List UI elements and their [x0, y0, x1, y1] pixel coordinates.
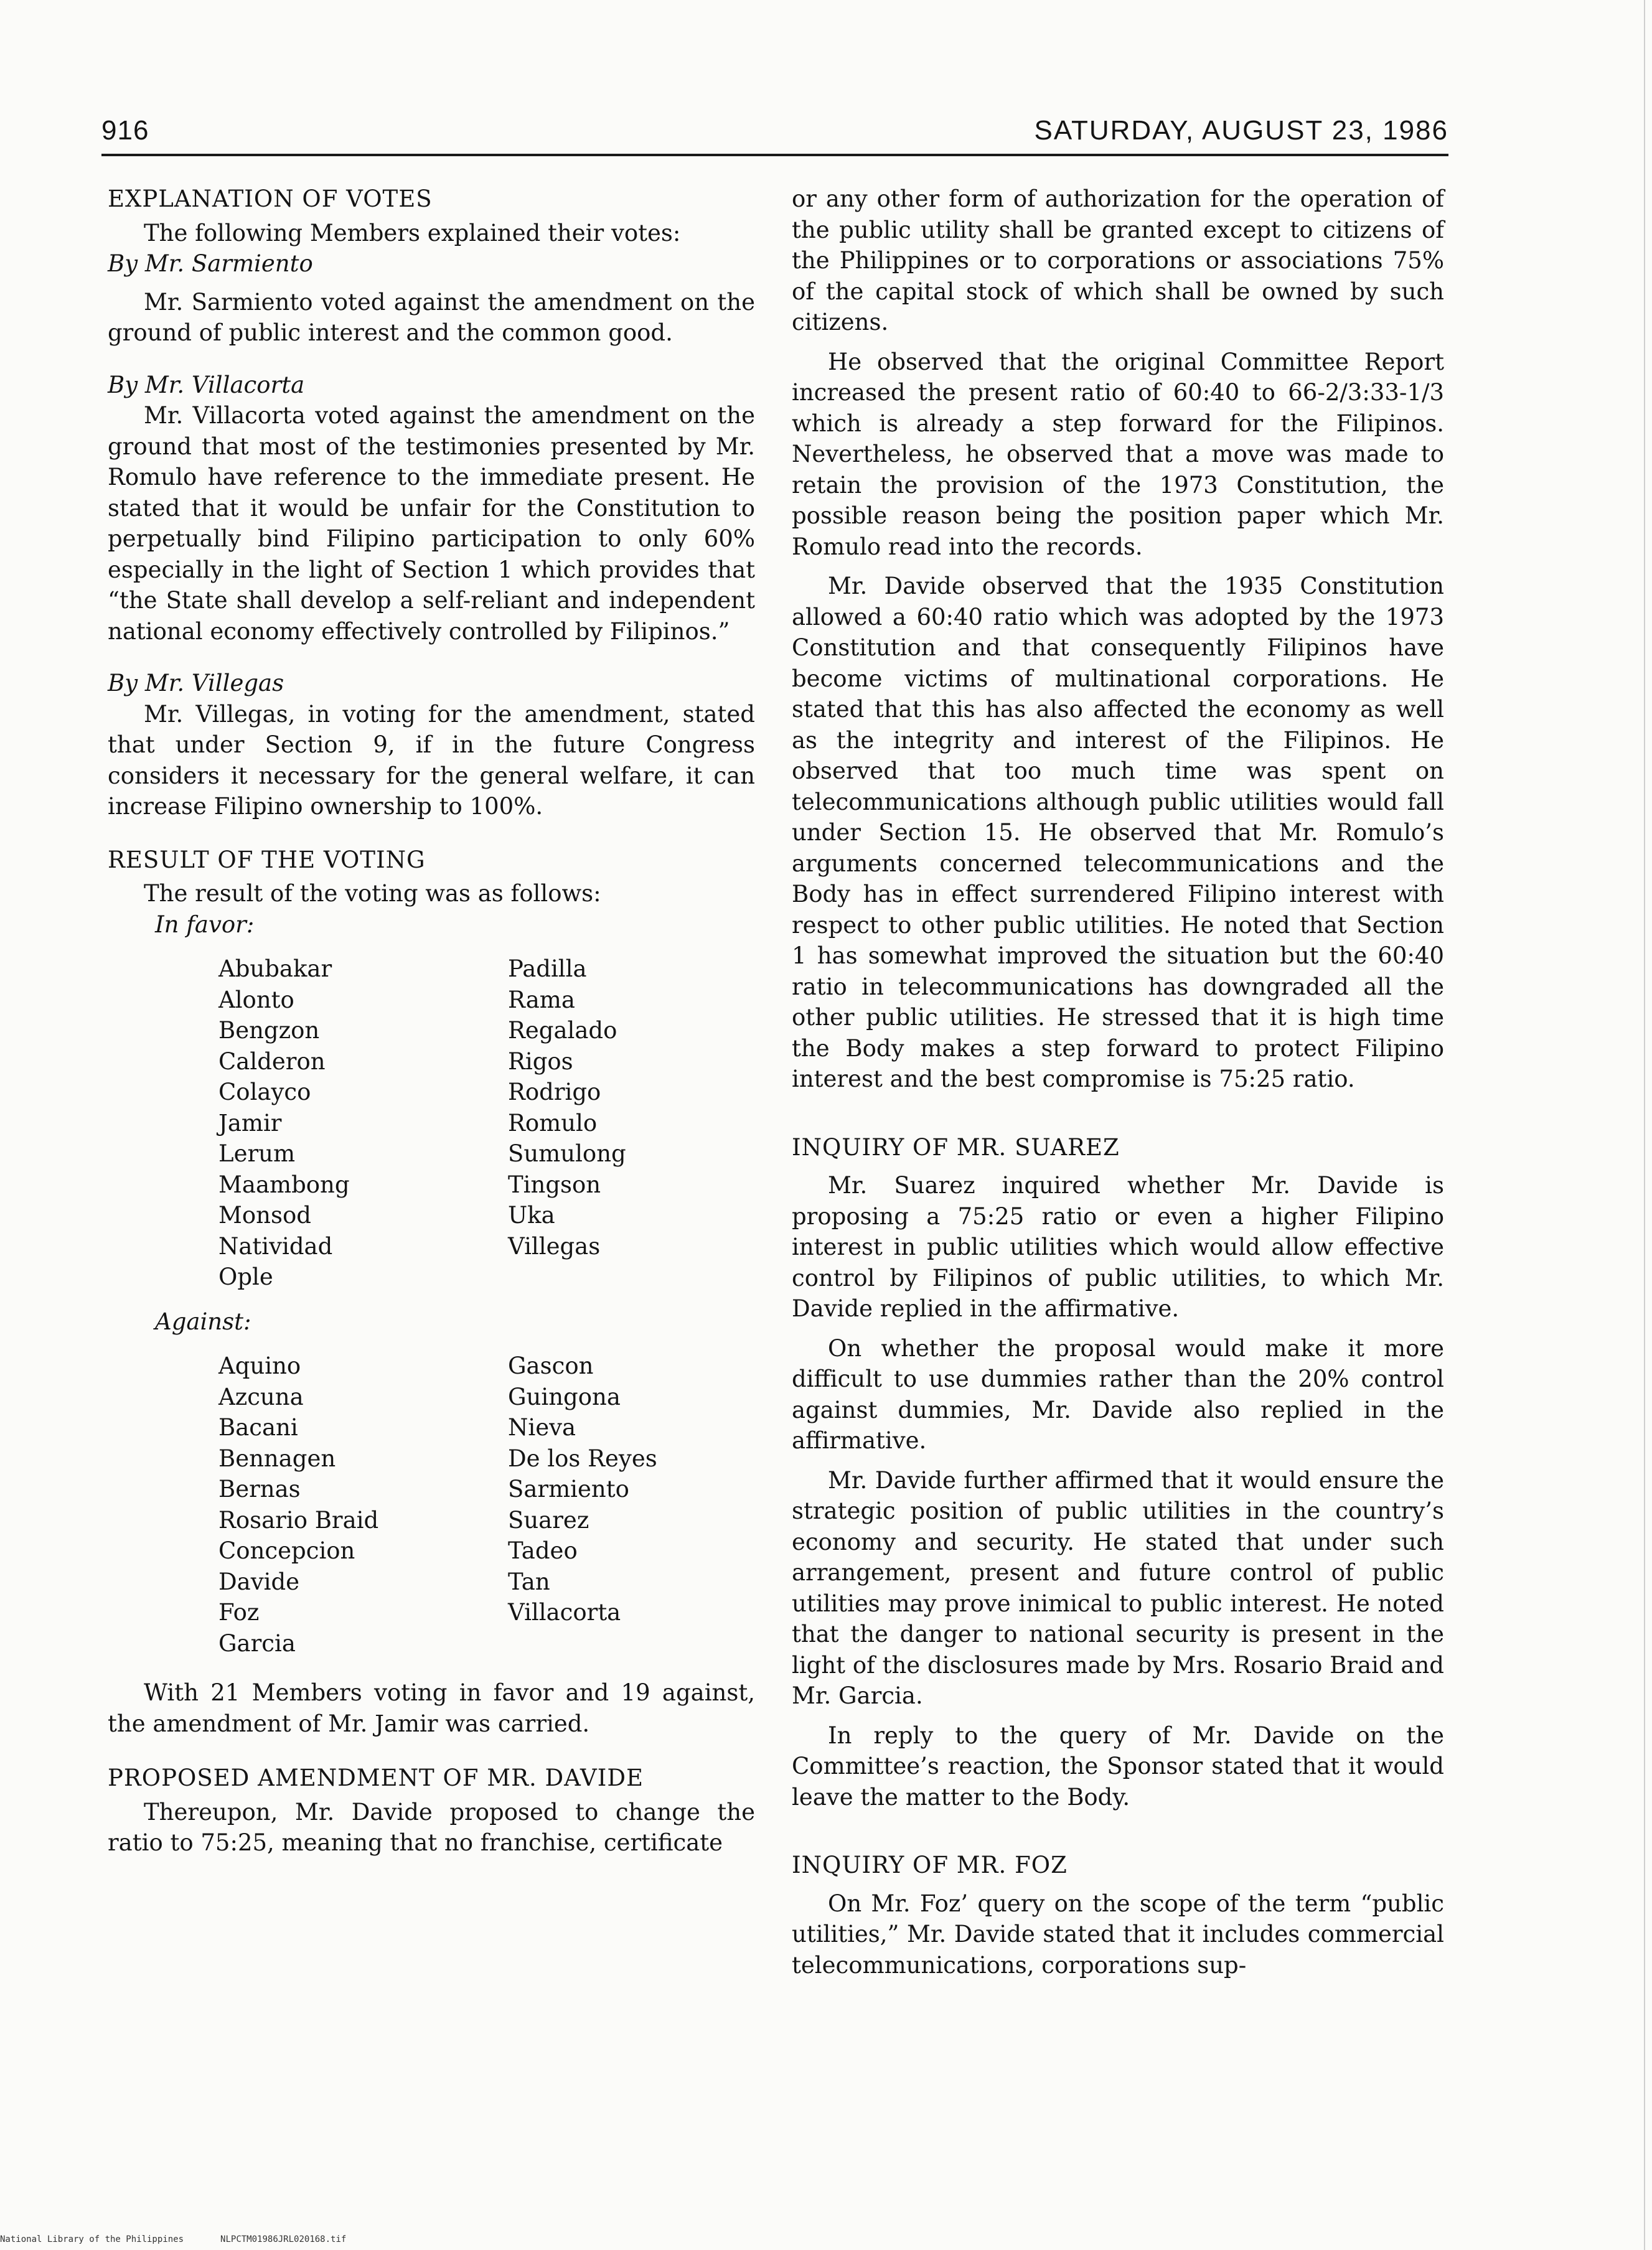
name-entry: Tadeo	[508, 1537, 578, 1564]
foz-heading: INQUIRY OF MR. FOZ	[792, 1852, 1068, 1878]
foz-paragraph: On Mr. Foz’ query on the scope of the term “public utilities,” Mr. Davide stated that it includes commercial telecommunications, corporations sup-	[792, 1890, 1444, 1979]
name-entry: Davide	[218, 1568, 300, 1595]
left-column	[108, 184, 755, 1859]
davide-observation-paragraph: Mr. Davide observed that the 1935 Constitution allowed a 60:40 ratio which was adopted by the 1973 Constitution and that consequently Filipinos have become victims of multinational corporations. He stated that this has also affected the economy as well as the integrity and interest of the Filipinos. He observed that too much time was spent on telecommunications although public utilities would fall under Section 15. He observed that Mr. Romulo’s arguments concerned telecommunications and the Body has in effect surrendered Filipino interest with respect to other public utilities. He noted that Section 1 has somewhat improved the situation but the 60:40 ratio in telecommunications has downgraded all the other public utilities. He stressed that it is high time the Body makes a step forward to protect Filipino interest and the best compromise is 75:25 ratio.	[792, 573, 1444, 1092]
name-entry: Uka	[508, 1202, 555, 1229]
name-entry: Garcia	[218, 1629, 296, 1657]
name-entry: Maambong	[218, 1171, 350, 1198]
byline-villegas: By Mr. Villegas	[108, 670, 284, 696]
file-name: NLPCTM01986JRL020168.tif	[220, 2234, 347, 2244]
name-entry: Abubakar	[218, 955, 332, 982]
name-entry: Rodrigo	[508, 1079, 601, 1105]
davide-paragraph: Thereupon, Mr. Davide proposed to change the ratio to 75:25, meaning that no franchise, certificate	[108, 1798, 755, 1856]
result-heading: RESULT OF THE VOTING	[108, 846, 426, 873]
name-entry: Villegas	[508, 1232, 601, 1260]
name-entry: Alonto	[218, 986, 294, 1013]
suarez-paragraph-4: In reply to the query of Mr. Davide on the Committee’s reaction, the Sponsor stated that it would leave the matter to the Body.	[792, 1722, 1444, 1811]
against-list	[218, 1351, 755, 1659]
name-entry: Rosario Braid	[218, 1506, 379, 1534]
suarez-heading: INQUIRY OF MR. SUAREZ	[792, 1133, 1120, 1161]
name-entry: Foz	[218, 1599, 260, 1626]
byline-villacorta: By Mr. Villacorta	[108, 371, 305, 398]
name-entry: Aquino	[218, 1352, 301, 1379]
name-entry: Bengzon	[218, 1017, 320, 1044]
name-entry: Natividad	[218, 1232, 333, 1260]
explanation-intro: The following Members explained their votes:	[144, 219, 681, 246]
explanation-heading: EXPLANATION OF VOTES	[108, 185, 433, 212]
name-entry: Concepcion	[218, 1537, 355, 1564]
against-label: Against:	[155, 1308, 251, 1335]
result-paragraph: With 21 Members voting in favor and 19 against, the amendment of Mr. Jamir was carried.	[108, 1679, 755, 1737]
name-entry: Sarmiento	[508, 1476, 629, 1502]
scan-edge-line	[1644, 0, 1645, 2250]
committee-report-paragraph: He observed that the original Committee Report increased the present ratio of 60:40 to 66-2/3:33-1/3 which is already a step forward for the Filipinos. Nevertheless, he observed that a move was made to retain the provision of the 1973 Constitution, the possible reason being the position paper which Mr. Romulo read into the records.	[792, 348, 1444, 560]
suarez-paragraph-2: On whether the proposal would make it more difficult to use dummies rather than the 20% control against dummies, Mr. Davide also replied in the affirmative.	[792, 1334, 1444, 1454]
continued-paragraph: or any other form of authorization for the operation of the public utility shall be granted except to citizens of the Philippines or to corporations or associations 75% of the capital stock of which shall be owned by such citizens.	[792, 185, 1444, 335]
name-entry: Calderon	[218, 1048, 326, 1075]
villacorta-paragraph: Mr. Villacorta voted against the amendment on the ground that most of the testimonies presented by Mr. Romulo have reference to the immediate present. He stated that it would be unfair for the Constitution to perpetually bind Filipino participation to only 60% especially in the light of Section 1 which provides that “the State shall develop a self-reliant and independent national economy effectively controlled by Filipinos.”	[108, 402, 755, 645]
name-entry: Bennagen	[218, 1445, 336, 1472]
name-entry: Sumulong	[508, 1140, 626, 1167]
name-entry: Tan	[508, 1568, 550, 1595]
name-entry: Bernas	[218, 1476, 301, 1502]
name-entry: Monsod	[218, 1202, 311, 1229]
name-entry: Azcuna	[218, 1383, 304, 1410]
name-entry: Rama	[508, 986, 575, 1013]
name-entry: Villacorta	[508, 1599, 621, 1626]
suarez-paragraph-3: Mr. Davide further affirmed that it would ensure the strategic position of public utilities in the country’s economy and security. He stated that under such arrangement, present and future control of public utilities may prove inimical to public interest. He noted that the danger to national security is present in the light of the disclosures made by Mrs. Rosario Braid and Mr. Garcia.	[792, 1466, 1444, 1709]
name-entry: Colayco	[218, 1079, 311, 1105]
library-credit: National Library of the Philippines	[0, 2234, 184, 2244]
byline-sarmiento: By Mr. Sarmiento	[108, 250, 313, 277]
name-entry: Padilla	[508, 955, 587, 982]
name-entry: Suarez	[508, 1506, 589, 1534]
name-entry	[508, 1628, 757, 1659]
header-rule	[101, 154, 1448, 156]
footer-credit	[0, 2234, 346, 2244]
in-favor-label: In favor:	[155, 911, 255, 938]
in-favor-list	[218, 954, 755, 1293]
name-entry: De los Reyes	[508, 1445, 657, 1472]
name-entry: Rigos	[508, 1048, 573, 1075]
name-entry: Regalado	[508, 1017, 617, 1044]
name-entry: Ople	[218, 1263, 273, 1290]
suarez-paragraph-1: Mr. Suarez inquired whether Mr. Davide is proposing a 75:25 ratio or even a higher Filipino interest in public utilities which would allow effective control by Filipinos of public utilities, to which Mr. Davide replied in the affirmative.	[792, 1172, 1444, 1322]
name-entry: Lerum	[218, 1140, 296, 1167]
name-entry: Nieva	[508, 1414, 576, 1441]
sarmiento-paragraph: Mr. Sarmiento voted against the amendment on the ground of public interest and the common good.	[108, 288, 755, 346]
name-entry: Guingona	[508, 1383, 621, 1410]
name-entry	[508, 1262, 757, 1293]
result-intro: The result of the voting was as follows:	[144, 880, 601, 907]
name-entry: Bacani	[218, 1414, 298, 1441]
davide-heading: PROPOSED AMENDMENT OF MR. DAVIDE	[108, 1765, 644, 1791]
page-date: SATURDAY, AUGUST 23, 1986	[1034, 115, 1448, 146]
name-entry: Gascon	[508, 1352, 594, 1379]
page-number: 916	[101, 115, 149, 146]
name-entry: Romulo	[508, 1109, 598, 1137]
right-column	[792, 184, 1444, 1980]
villegas-paragraph: Mr. Villegas, in voting for the amendment, stated that under Section 9, if in the future Congress considers it necessary for the general welfare, it can increase Filipino ownership to 100%.	[108, 700, 755, 820]
name-entry: Jamir	[218, 1109, 282, 1137]
name-entry: Tingson	[508, 1171, 601, 1198]
